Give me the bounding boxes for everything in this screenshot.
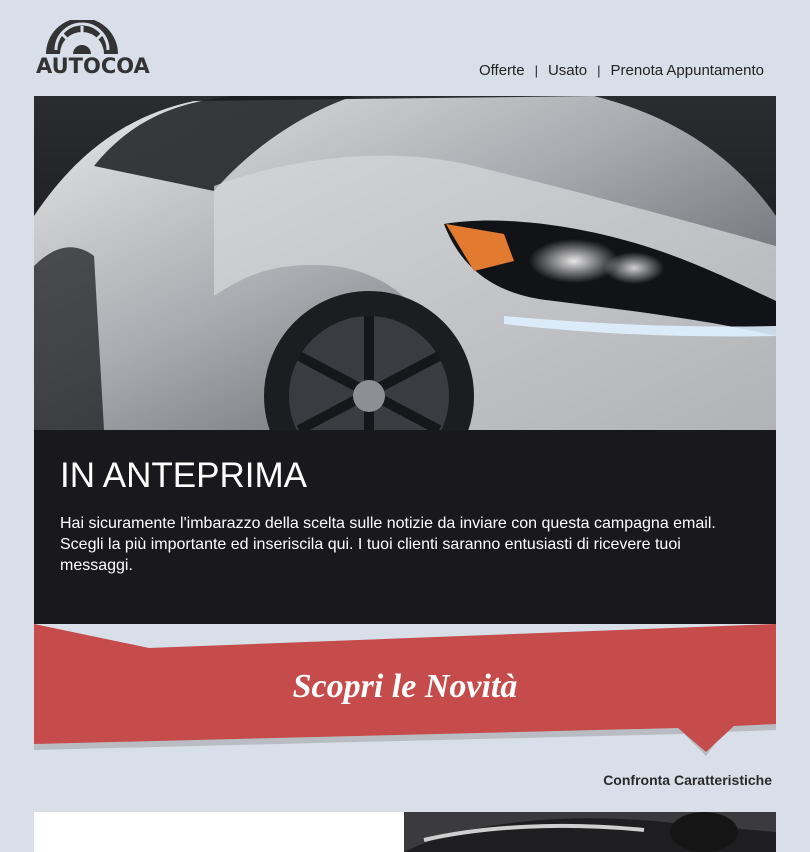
logo-text: AUTOCOA (36, 54, 150, 78)
nav-separator: | (597, 63, 601, 78)
nav-prenota-appuntamento[interactable]: Prenota Appuntamento (610, 62, 764, 79)
content-card-left (34, 812, 404, 852)
car-interior-photo (404, 812, 776, 852)
wheel-logo-icon (42, 20, 122, 54)
top-nav (479, 62, 764, 79)
cta-banner (34, 620, 776, 760)
hero-image[interactable] (34, 96, 776, 430)
cta-button[interactable]: Scopri le Novità (292, 668, 518, 705)
preview-title: IN ANTEPRIMA (60, 456, 307, 495)
car-photo (34, 96, 776, 430)
nav-usato[interactable]: Usato (547, 62, 588, 79)
brand-logo[interactable] (36, 20, 150, 80)
content-card-image[interactable] (404, 812, 776, 852)
nav-offerte[interactable]: Offerte (478, 62, 525, 79)
preview-text: Hai sicuramente l'imbarazzo della scelta sulle notizie da inviare con questa campagna email. Scegli la più importante ed inseriscila qui. I tuoi clienti saranno entusiasti di ricevere tuoi messaggi. (60, 515, 716, 574)
nav-separator: | (534, 63, 538, 78)
preview-panel (34, 430, 776, 624)
compare-features-link[interactable]: Confronta Caratteristiche (603, 772, 772, 788)
